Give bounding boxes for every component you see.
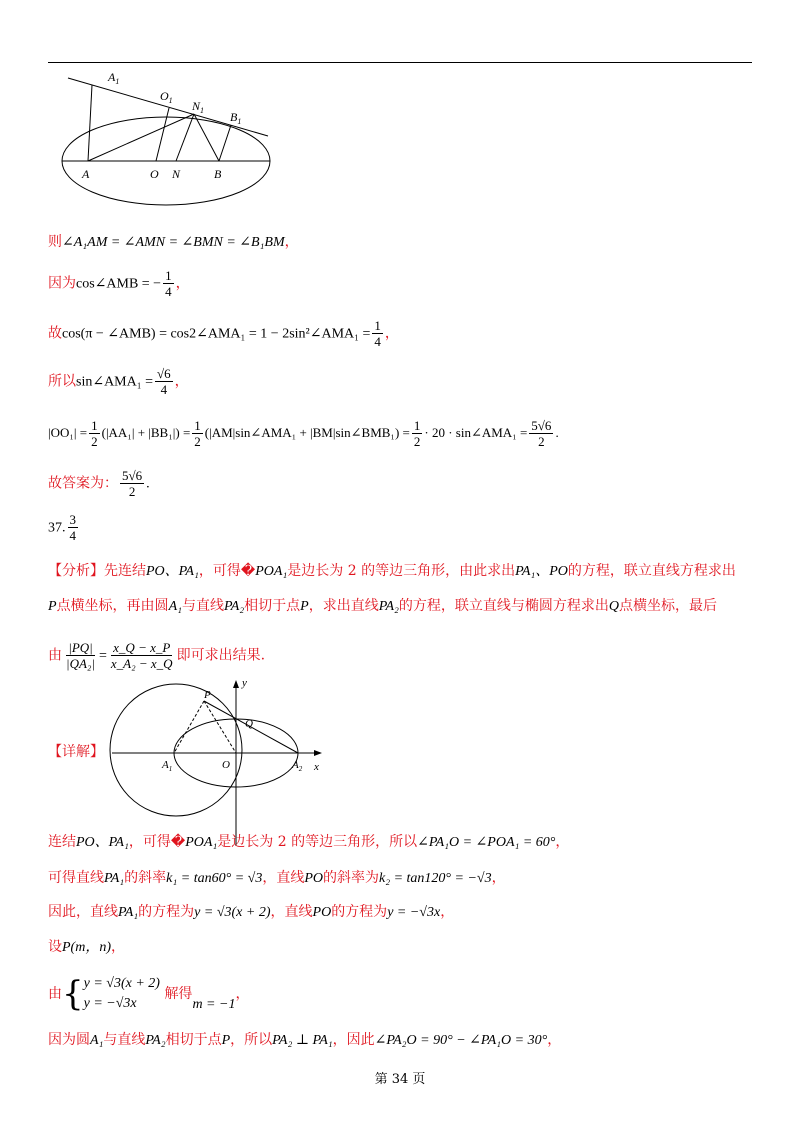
analysis-line-3: 由 $\frac{|PQ|}{\text{|QA₂|}}$ = $\frac{x\_Q - x\_P}{\text{x\_A₂ − x\_Q}}$ 即可求出结果. [48, 640, 266, 671]
detail-line-1: 连结PO、PA₁，可得�POA₁是边长为 2 的等边三角形，所以∠PA₁O = ∠POA₁ = 60°， [48, 834, 570, 850]
solution-line-3: 故cos(π − ∠AMB) = cos2∠AMA₁ = 1 − 2sin²∠AMA₁ = $\frac{1}{4}$ ， [48, 318, 399, 349]
solution-line-2: 因为cos∠AMB = − $\frac{1}{4}$ ， [48, 268, 190, 299]
solution-line-1: 则∠A₁AM = ∠AMN = ∠BMN = ∠B₁BM， [48, 234, 299, 250]
label-A2-fig2: $A_2$ [292, 759, 303, 773]
figure-ellipse-tangent [56, 66, 276, 206]
detail-line-5: 由{ y = √3(x + 2) y = −√3x 解得m = −1， [48, 974, 250, 1014]
label-y-axis: y [242, 677, 247, 689]
analysis-line-1: 【分析】先连结PO、PA₁，可得�POA₁是边长为 2 的等边三角形，由此求出PA₁、PO的方程，联立直线方程求出 [48, 563, 736, 579]
label-B: B [214, 167, 222, 181]
label-B1: $B_1$ [230, 110, 242, 126]
detail-tag: 【详解】 [48, 744, 104, 760]
solution-line-5: |OO₁| = $\frac{1}{2}$ (|AA₁| + |BB₁|) = $\frac{1}{2}$ (|AM|sin∠AMA₁ + |BM|sin∠BMB₁) = $\frac{1}{2}$ · 20 · sin∠AMA₁ = $\frac{5√6}{2}$ . [48, 418, 559, 449]
label-A: A [82, 167, 90, 181]
detail-line-4: 设P(m，n)， [48, 939, 125, 955]
question-37-answer: 37. $\frac{3}{4}$ [48, 512, 76, 543]
label-A1-fig2: $A_1$ [162, 759, 173, 773]
figure-circle-ellipse [108, 676, 336, 848]
solution-line-4: 所以sin∠AMA₁ = $\frac{√6}{4}$ ， [48, 366, 189, 397]
label-O1: $O_1$ [160, 89, 173, 105]
label-P: P [204, 689, 211, 701]
page-footer: 第 34 页 [374, 1072, 426, 1087]
label-N: N [172, 167, 181, 181]
detail-line-2: 可得直线PA₁的斜率k₁ = tan60° = √3，直线PO的斜率为k₂ = tan120° = −√3， [48, 870, 506, 886]
analysis-line-2: P点横坐标，再由圆A₁与直线PA₂相切于点P，求出直线PA₂的方程，联立直线与椭圆方程求出Q点横坐标，最后 [48, 598, 718, 614]
label-O: O [150, 167, 159, 181]
detail-line-3: 因此，直线PA₁的方程为y = √3(x + 2)，直线PO的方程为y = −√3x， [48, 904, 455, 920]
label-x-axis: x [314, 761, 319, 773]
label-A1: $A_1$ [108, 70, 120, 86]
label-O-fig2: O [222, 759, 230, 771]
answer-line: 故答案为： $\frac{5√6}{2}$ . [48, 468, 150, 499]
detail-line-6: 因为圆A₁与直线PA₂相切于点P，所以PA₂ ⊥ PA₁，因此∠PA₂O = 90° − ∠PA₁O = 30°， [48, 1032, 562, 1048]
label-Q: Q [245, 718, 253, 730]
label-N1: $N_1$ [192, 99, 205, 115]
header-rule [48, 62, 752, 63]
